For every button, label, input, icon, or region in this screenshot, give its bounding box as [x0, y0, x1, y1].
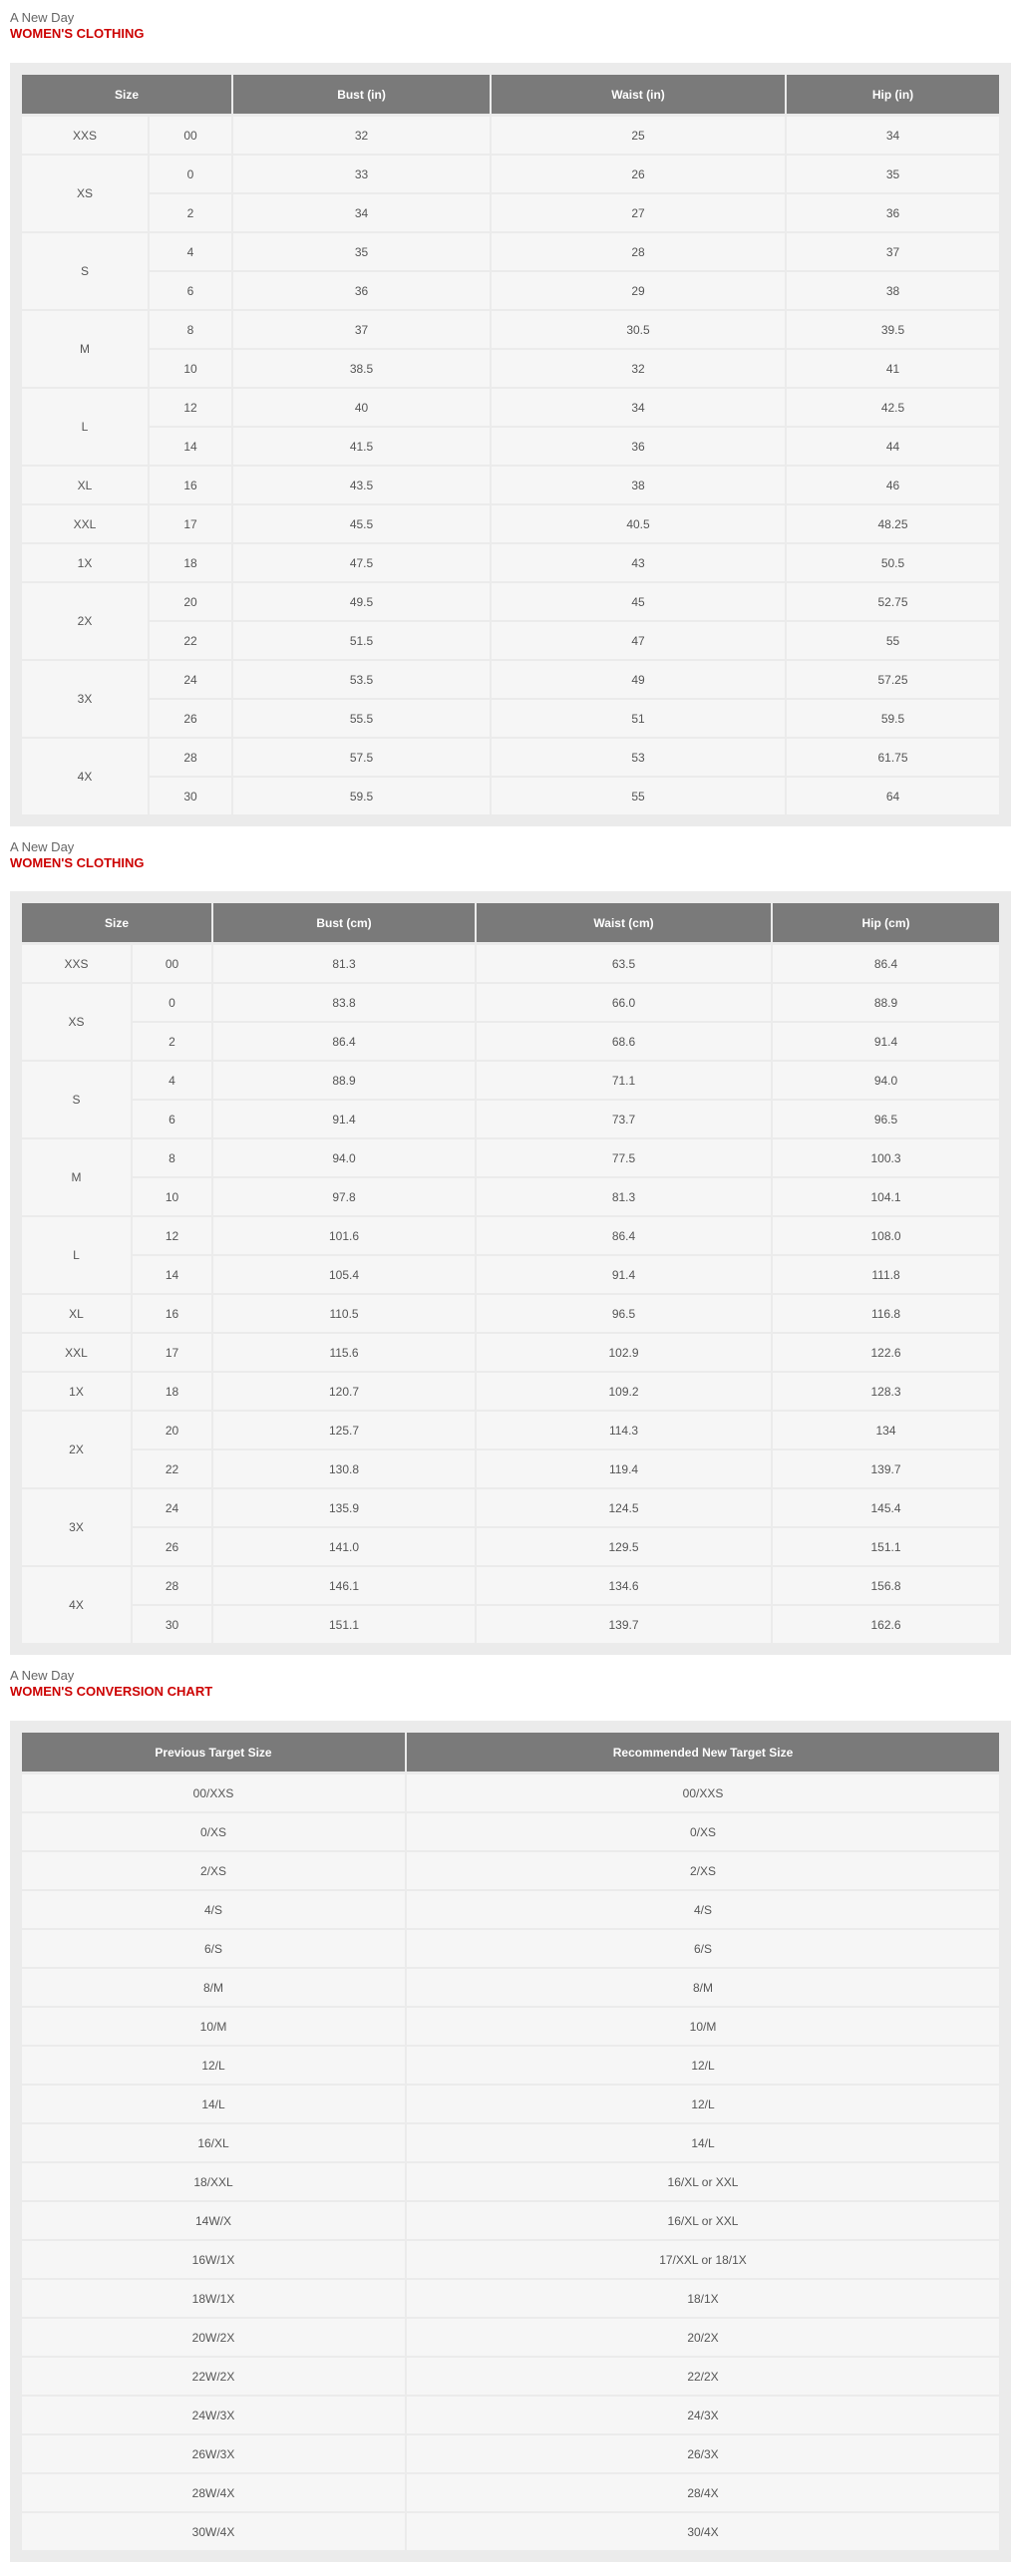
- hip-cell: 156.8: [772, 1566, 1000, 1605]
- hip-cell: 46: [786, 466, 1000, 504]
- table-body: [21, 116, 1000, 816]
- waist-cell: 124.5: [476, 1488, 772, 1527]
- size-number-cell: 16: [149, 466, 232, 504]
- waist-cell: 109.2: [476, 1372, 772, 1411]
- bust-cell: 151.1: [212, 1605, 476, 1644]
- hip-cell: 145.4: [772, 1488, 1000, 1527]
- table-row: [21, 2085, 1000, 2123]
- previous-size-cell: 12/L: [21, 2046, 406, 2085]
- previous-size-cell: 24W/3X: [21, 2396, 406, 2434]
- brand-name: A New Day: [10, 839, 75, 854]
- header-recommended-size: Recommended New Target Size: [406, 1732, 1000, 1773]
- size-number-cell: 24: [132, 1488, 212, 1527]
- waist-cell: 47: [491, 621, 786, 660]
- recommended-size-cell: 0/XS: [406, 1812, 1000, 1851]
- previous-size-cell: 30W/4X: [21, 2512, 406, 2551]
- table-row: [21, 504, 1000, 543]
- bust-cell: 115.6: [212, 1333, 476, 1372]
- waist-cell: 119.4: [476, 1449, 772, 1488]
- recommended-size-cell: 28/4X: [406, 2473, 1000, 2512]
- size-number-cell: 16: [132, 1294, 212, 1333]
- recommended-size-cell: 10/M: [406, 2007, 1000, 2046]
- waist-cell: 34: [491, 388, 786, 427]
- recommended-size-cell: 24/3X: [406, 2396, 1000, 2434]
- hip-cell: 41: [786, 349, 1000, 388]
- previous-size-cell: 18W/1X: [21, 2279, 406, 2318]
- recommended-size-cell: 14/L: [406, 2123, 1000, 2162]
- waist-cell: 43: [491, 543, 786, 582]
- hip-cell: 39.5: [786, 310, 1000, 349]
- bust-cell: 105.4: [212, 1255, 476, 1294]
- bust-cell: 59.5: [232, 777, 491, 815]
- hip-cell: 59.5: [786, 699, 1000, 738]
- table-row: [21, 1138, 1000, 1177]
- table-row: [21, 427, 1000, 466]
- table-row: [21, 1929, 1000, 1968]
- bust-cell: 43.5: [232, 466, 491, 504]
- size-number-cell: 00: [132, 944, 212, 984]
- header-waist: Waist (cm): [476, 902, 772, 944]
- waist-cell: 77.5: [476, 1138, 772, 1177]
- header-bust: Bust (cm): [212, 902, 476, 944]
- header-waist: Waist (in): [491, 74, 786, 116]
- hip-cell: 64: [786, 777, 1000, 815]
- header-bust: Bust (in): [232, 74, 491, 116]
- header-hip: Hip (cm): [772, 902, 1000, 944]
- table-row: [21, 1255, 1000, 1294]
- size-label-cell: XL: [21, 466, 149, 504]
- previous-size-cell: 00/XXS: [21, 1773, 406, 1813]
- size-number-cell: 20: [149, 582, 232, 621]
- hip-cell: 36: [786, 193, 1000, 232]
- waist-cell: 26: [491, 155, 786, 193]
- bust-cell: 45.5: [232, 504, 491, 543]
- hip-cell: 35: [786, 155, 1000, 193]
- hip-cell: 111.8: [772, 1255, 1000, 1294]
- hip-cell: 61.75: [786, 738, 1000, 777]
- bust-cell: 97.8: [212, 1177, 476, 1216]
- recommended-size-cell: 18/1X: [406, 2279, 1000, 2318]
- size-number-cell: 00: [149, 116, 232, 156]
- size-number-cell: 18: [149, 543, 232, 582]
- brand-name: A New Day: [10, 10, 75, 25]
- table-row: [21, 621, 1000, 660]
- table-row: [21, 1372, 1000, 1411]
- size-label-cell: XXL: [21, 1333, 132, 1372]
- bust-cell: 81.3: [212, 944, 476, 984]
- size-label-cell: XXS: [21, 116, 149, 156]
- size-label-cell: 3X: [21, 1488, 132, 1566]
- table-row: [21, 2357, 1000, 2396]
- table-row: [21, 388, 1000, 427]
- section-heading: WOMEN'S CLOTHING: [10, 855, 145, 870]
- bust-cell: 35: [232, 232, 491, 271]
- size-number-cell: 4: [132, 1061, 212, 1100]
- size-number-cell: 10: [132, 1177, 212, 1216]
- bust-cell: 135.9: [212, 1488, 476, 1527]
- table-row: [21, 2434, 1000, 2473]
- waist-cell: 129.5: [476, 1527, 772, 1566]
- recommended-size-cell: 12/L: [406, 2046, 1000, 2085]
- waist-cell: 38: [491, 466, 786, 504]
- section-cm-header: [10, 839, 1011, 871]
- table-row: [21, 1851, 1000, 1890]
- hip-cell: 108.0: [772, 1216, 1000, 1255]
- recommended-size-cell: 8/M: [406, 1968, 1000, 2007]
- previous-size-cell: 26W/3X: [21, 2434, 406, 2473]
- hip-cell: 52.75: [786, 582, 1000, 621]
- hip-cell: 128.3: [772, 1372, 1000, 1411]
- table-row: [21, 2473, 1000, 2512]
- conversion-chart: [10, 1721, 1011, 2562]
- size-number-cell: 28: [149, 738, 232, 777]
- recommended-size-cell: 16/XL or XXL: [406, 2201, 1000, 2240]
- waist-cell: 55: [491, 777, 786, 815]
- recommended-size-cell: 4/S: [406, 1890, 1000, 1929]
- size-number-cell: 17: [149, 504, 232, 543]
- size-label-cell: 1X: [21, 543, 149, 582]
- size-table-cm: [20, 901, 1001, 1645]
- waist-cell: 27: [491, 193, 786, 232]
- table-row: [21, 2279, 1000, 2318]
- bust-cell: 91.4: [212, 1100, 476, 1138]
- bust-cell: 47.5: [232, 543, 491, 582]
- waist-cell: 81.3: [476, 1177, 772, 1216]
- table-row: [21, 1890, 1000, 1929]
- size-number-cell: 6: [132, 1100, 212, 1138]
- table-row: [21, 1216, 1000, 1255]
- hip-cell: 55: [786, 621, 1000, 660]
- size-label-cell: M: [21, 310, 149, 388]
- size-number-cell: 14: [132, 1255, 212, 1294]
- bust-cell: 101.6: [212, 1216, 476, 1255]
- size-number-cell: 0: [132, 983, 212, 1022]
- bust-cell: 110.5: [212, 1294, 476, 1333]
- waist-cell: 53: [491, 738, 786, 777]
- size-label-cell: XS: [21, 155, 149, 232]
- size-label-cell: 2X: [21, 1411, 132, 1488]
- table-row: [21, 1294, 1000, 1333]
- waist-cell: 134.6: [476, 1566, 772, 1605]
- table-row: [21, 1566, 1000, 1605]
- size-label-cell: XL: [21, 1294, 132, 1333]
- waist-cell: 36: [491, 427, 786, 466]
- size-number-cell: 20: [132, 1411, 212, 1449]
- section-heading: WOMEN'S CLOTHING: [10, 26, 145, 41]
- hip-cell: 88.9: [772, 983, 1000, 1022]
- hip-cell: 162.6: [772, 1605, 1000, 1644]
- previous-size-cell: 4/S: [21, 1890, 406, 1929]
- size-number-cell: 6: [149, 271, 232, 310]
- size-number-cell: 22: [132, 1449, 212, 1488]
- hip-cell: 37: [786, 232, 1000, 271]
- size-number-cell: 22: [149, 621, 232, 660]
- waist-cell: 63.5: [476, 944, 772, 984]
- recommended-size-cell: 26/3X: [406, 2434, 1000, 2473]
- section-conversion-header: [10, 1668, 1011, 1700]
- table-row: [21, 2123, 1000, 2162]
- size-label-cell: XS: [21, 983, 132, 1061]
- table-header-row: [21, 74, 1000, 116]
- table-row: [21, 1968, 1000, 2007]
- waist-cell: 68.6: [476, 1022, 772, 1061]
- size-number-cell: 12: [132, 1216, 212, 1255]
- size-number-cell: 0: [149, 155, 232, 193]
- previous-size-cell: 2/XS: [21, 1851, 406, 1890]
- bust-cell: 41.5: [232, 427, 491, 466]
- table-row: [21, 944, 1000, 984]
- table-body: [21, 1773, 1000, 2552]
- hip-cell: 139.7: [772, 1449, 1000, 1488]
- bust-cell: 57.5: [232, 738, 491, 777]
- hip-cell: 38: [786, 271, 1000, 310]
- table-body: [21, 944, 1000, 1645]
- size-number-cell: 30: [132, 1605, 212, 1644]
- table-row: [21, 271, 1000, 310]
- table-row: [21, 738, 1000, 777]
- table-row: [21, 116, 1000, 156]
- recommended-size-cell: 16/XL or XXL: [406, 2162, 1000, 2201]
- bust-cell: 125.7: [212, 1411, 476, 1449]
- recommended-size-cell: 20/2X: [406, 2318, 1000, 2357]
- bust-cell: 33: [232, 155, 491, 193]
- waist-cell: 25: [491, 116, 786, 156]
- waist-cell: 49: [491, 660, 786, 699]
- recommended-size-cell: 17/XXL or 18/1X: [406, 2240, 1000, 2279]
- size-number-cell: 17: [132, 1333, 212, 1372]
- hip-cell: 151.1: [772, 1527, 1000, 1566]
- size-label-cell: S: [21, 232, 149, 310]
- waist-cell: 51: [491, 699, 786, 738]
- table-row: [21, 1527, 1000, 1566]
- table-row: [21, 2240, 1000, 2279]
- size-number-cell: 30: [149, 777, 232, 815]
- size-label-cell: M: [21, 1138, 132, 1216]
- size-label-cell: 1X: [21, 1372, 132, 1411]
- recommended-size-cell: 2/XS: [406, 1851, 1000, 1890]
- waist-cell: 91.4: [476, 1255, 772, 1294]
- waist-cell: 86.4: [476, 1216, 772, 1255]
- table-header-row: [21, 902, 1000, 944]
- previous-size-cell: 10/M: [21, 2007, 406, 2046]
- hip-cell: 48.25: [786, 504, 1000, 543]
- size-label-cell: 2X: [21, 582, 149, 660]
- size-chart-inches: [10, 63, 1011, 826]
- header-size: Size: [21, 902, 212, 944]
- hip-cell: 122.6: [772, 1333, 1000, 1372]
- table-row: [21, 2512, 1000, 2551]
- recommended-size-cell: 00/XXS: [406, 1773, 1000, 1813]
- table-row: [21, 193, 1000, 232]
- table-row: [21, 310, 1000, 349]
- size-label-cell: 4X: [21, 738, 149, 815]
- waist-cell: 96.5: [476, 1294, 772, 1333]
- table-row: [21, 2162, 1000, 2201]
- bust-cell: 51.5: [232, 621, 491, 660]
- header-previous-size: Previous Target Size: [21, 1732, 406, 1773]
- table-row: [21, 660, 1000, 699]
- bust-cell: 37: [232, 310, 491, 349]
- bust-cell: 34: [232, 193, 491, 232]
- previous-size-cell: 16W/1X: [21, 2240, 406, 2279]
- size-label-cell: S: [21, 1061, 132, 1138]
- hip-cell: 134: [772, 1411, 1000, 1449]
- bust-cell: 53.5: [232, 660, 491, 699]
- size-number-cell: 10: [149, 349, 232, 388]
- brand-name: A New Day: [10, 1668, 75, 1683]
- size-label-cell: XXL: [21, 504, 149, 543]
- table-row: [21, 2396, 1000, 2434]
- table-row: [21, 1773, 1000, 1813]
- header-hip: Hip (in): [786, 74, 1000, 116]
- size-number-cell: 28: [132, 1566, 212, 1605]
- bust-cell: 32: [232, 116, 491, 156]
- recommended-size-cell: 30/4X: [406, 2512, 1000, 2551]
- size-number-cell: 12: [149, 388, 232, 427]
- waist-cell: 32: [491, 349, 786, 388]
- table-row: [21, 1022, 1000, 1061]
- table-row: [21, 543, 1000, 582]
- size-number-cell: 2: [149, 193, 232, 232]
- waist-cell: 139.7: [476, 1605, 772, 1644]
- hip-cell: 91.4: [772, 1022, 1000, 1061]
- waist-cell: 114.3: [476, 1411, 772, 1449]
- size-label-cell: L: [21, 1216, 132, 1294]
- previous-size-cell: 18/XXL: [21, 2162, 406, 2201]
- table-row: [21, 983, 1000, 1022]
- size-number-cell: 8: [132, 1138, 212, 1177]
- size-number-cell: 4: [149, 232, 232, 271]
- bust-cell: 38.5: [232, 349, 491, 388]
- hip-cell: 42.5: [786, 388, 1000, 427]
- table-row: [21, 1812, 1000, 1851]
- waist-cell: 102.9: [476, 1333, 772, 1372]
- previous-size-cell: 0/XS: [21, 1812, 406, 1851]
- table-row: [21, 1177, 1000, 1216]
- table-row: [21, 1333, 1000, 1372]
- table-row: [21, 2046, 1000, 2085]
- recommended-size-cell: 22/2X: [406, 2357, 1000, 2396]
- bust-cell: 55.5: [232, 699, 491, 738]
- bust-cell: 88.9: [212, 1061, 476, 1100]
- size-number-cell: 24: [149, 660, 232, 699]
- table-row: [21, 777, 1000, 815]
- waist-cell: 40.5: [491, 504, 786, 543]
- previous-size-cell: 16/XL: [21, 2123, 406, 2162]
- bust-cell: 120.7: [212, 1372, 476, 1411]
- table-header-row: [21, 1732, 1000, 1773]
- previous-size-cell: 20W/2X: [21, 2318, 406, 2357]
- previous-size-cell: 8/M: [21, 1968, 406, 2007]
- waist-cell: 45: [491, 582, 786, 621]
- bust-cell: 40: [232, 388, 491, 427]
- hip-cell: 50.5: [786, 543, 1000, 582]
- bust-cell: 146.1: [212, 1566, 476, 1605]
- section-inches-header: [10, 10, 1011, 42]
- table-row: [21, 2007, 1000, 2046]
- size-number-cell: 26: [132, 1527, 212, 1566]
- hip-cell: 94.0: [772, 1061, 1000, 1100]
- waist-cell: 71.1: [476, 1061, 772, 1100]
- table-row: [21, 1100, 1000, 1138]
- hip-cell: 34: [786, 116, 1000, 156]
- size-number-cell: 2: [132, 1022, 212, 1061]
- size-label-cell: L: [21, 388, 149, 466]
- previous-size-cell: 14W/X: [21, 2201, 406, 2240]
- waist-cell: 66.0: [476, 983, 772, 1022]
- table-row: [21, 699, 1000, 738]
- recommended-size-cell: 6/S: [406, 1929, 1000, 1968]
- header-size: Size: [21, 74, 232, 116]
- previous-size-cell: 6/S: [21, 1929, 406, 1968]
- bust-cell: 141.0: [212, 1527, 476, 1566]
- waist-cell: 73.7: [476, 1100, 772, 1138]
- size-number-cell: 18: [132, 1372, 212, 1411]
- previous-size-cell: 14/L: [21, 2085, 406, 2123]
- section-heading: WOMEN'S CONVERSION CHART: [10, 1684, 213, 1699]
- table-row: [21, 466, 1000, 504]
- bust-cell: 36: [232, 271, 491, 310]
- table-row: [21, 2318, 1000, 2357]
- table-row: [21, 1488, 1000, 1527]
- hip-cell: 96.5: [772, 1100, 1000, 1138]
- waist-cell: 29: [491, 271, 786, 310]
- waist-cell: 30.5: [491, 310, 786, 349]
- hip-cell: 104.1: [772, 1177, 1000, 1216]
- hip-cell: 86.4: [772, 944, 1000, 984]
- size-label-cell: 4X: [21, 1566, 132, 1644]
- previous-size-cell: 28W/4X: [21, 2473, 406, 2512]
- hip-cell: 100.3: [772, 1138, 1000, 1177]
- waist-cell: 28: [491, 232, 786, 271]
- size-number-cell: 8: [149, 310, 232, 349]
- table-row: [21, 1605, 1000, 1644]
- size-label-cell: 3X: [21, 660, 149, 738]
- conversion-table: [20, 1731, 1001, 2552]
- bust-cell: 83.8: [212, 983, 476, 1022]
- table-row: [21, 232, 1000, 271]
- table-row: [21, 1061, 1000, 1100]
- size-number-cell: 14: [149, 427, 232, 466]
- hip-cell: 57.25: [786, 660, 1000, 699]
- size-label-cell: XXS: [21, 944, 132, 984]
- bust-cell: 130.8: [212, 1449, 476, 1488]
- recommended-size-cell: 12/L: [406, 2085, 1000, 2123]
- size-table-inches: [20, 73, 1001, 816]
- size-number-cell: 26: [149, 699, 232, 738]
- table-row: [21, 1449, 1000, 1488]
- table-row: [21, 349, 1000, 388]
- hip-cell: 44: [786, 427, 1000, 466]
- previous-size-cell: 22W/2X: [21, 2357, 406, 2396]
- bust-cell: 94.0: [212, 1138, 476, 1177]
- table-row: [21, 155, 1000, 193]
- size-chart-cm: [10, 891, 1011, 1655]
- table-row: [21, 1411, 1000, 1449]
- hip-cell: 116.8: [772, 1294, 1000, 1333]
- bust-cell: 86.4: [212, 1022, 476, 1061]
- bust-cell: 49.5: [232, 582, 491, 621]
- table-row: [21, 2201, 1000, 2240]
- table-row: [21, 582, 1000, 621]
